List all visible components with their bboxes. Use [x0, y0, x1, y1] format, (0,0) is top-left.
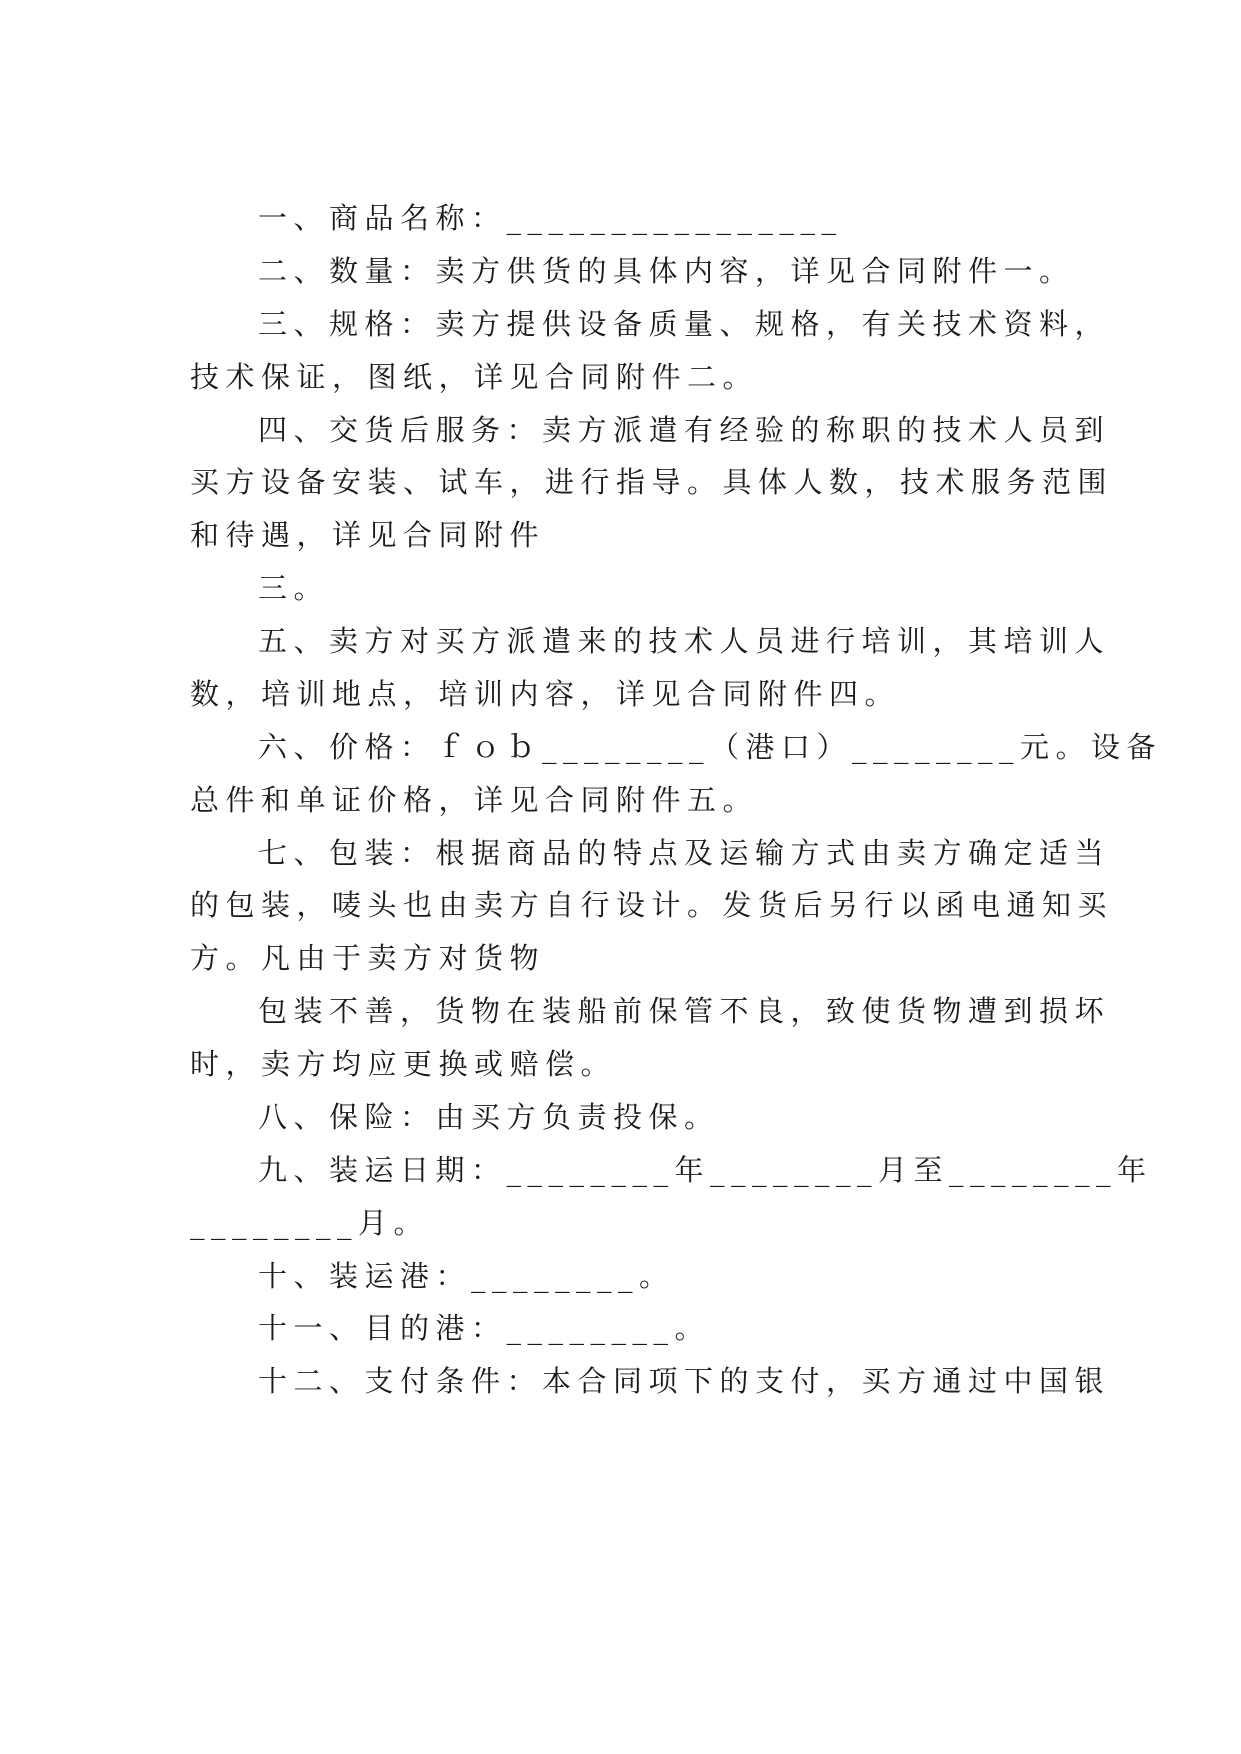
- clause-9-shipment-date: 九、装运日期：________年________月至________年: [258, 1153, 1153, 1187]
- clause-7-packing-cont-2: 方。凡由于卖方对货物: [190, 941, 546, 975]
- clause-4-after-sales-service-cont: 买方设备安装、试车，进行指导。具体人数，技术服务范围: [190, 465, 1114, 499]
- clause-3-specification: 三、规格：卖方提供设备质量、规格，有关技术资料，: [258, 307, 1111, 341]
- clause-7-packing: 七、包装：根据商品的特点及运输方式由卖方确定适当: [258, 836, 1111, 870]
- clause-12-payment-terms: 十二、支付条件：本合同项下的支付，买方通过中国银: [258, 1364, 1111, 1398]
- clause-7-packing-cont: 的包装，唛头也由卖方自行设计。发货后另行以函电通知买: [190, 888, 1114, 922]
- clause-8-insurance: 八、保险：由买方负责投保。: [258, 1100, 720, 1134]
- clause-4-after-sales-service: 四、交货后服务：卖方派遣有经验的称职的技术人员到: [258, 413, 1111, 447]
- clause-6-price-cont: 总件和单证价格，详见合同附件五。: [190, 783, 759, 817]
- clause-6-price: 六、价格：ｆｏｂ________（港口）________元。设备: [258, 730, 1163, 764]
- clause-4-after-sales-service-cont-3: 三。: [258, 571, 330, 605]
- clause-4-after-sales-service-cont-2: 和待遇，详见合同附件: [190, 518, 546, 552]
- clause-7-packing-cont-4: 时，卖方均应更换或赔偿。: [190, 1047, 617, 1081]
- clause-5-training-cont: 数，培训地点，培训内容，详见合同附件四。: [190, 677, 901, 711]
- clause-10-port-of-shipment: 十、装运港：________。: [258, 1259, 675, 1293]
- clause-1-product-name: 一、商品名称：________________: [258, 201, 843, 235]
- clause-11-port-of-destination: 十一、目的港：________。: [258, 1311, 711, 1345]
- clause-7-packing-cont-3: 包装不善，货物在装船前保管不良，致使货物遭到损坏: [258, 994, 1111, 1028]
- clause-9-shipment-date-cont: ________月。: [190, 1206, 430, 1240]
- clause-5-training: 五、卖方对买方派遣来的技术人员进行培训，其培训人: [258, 624, 1111, 658]
- clause-3-specification-cont: 技术保证，图纸，详见合同附件二。: [190, 360, 759, 394]
- clause-2-quantity: 二、数量：卖方供货的具体内容，详见合同附件一。: [258, 254, 1075, 288]
